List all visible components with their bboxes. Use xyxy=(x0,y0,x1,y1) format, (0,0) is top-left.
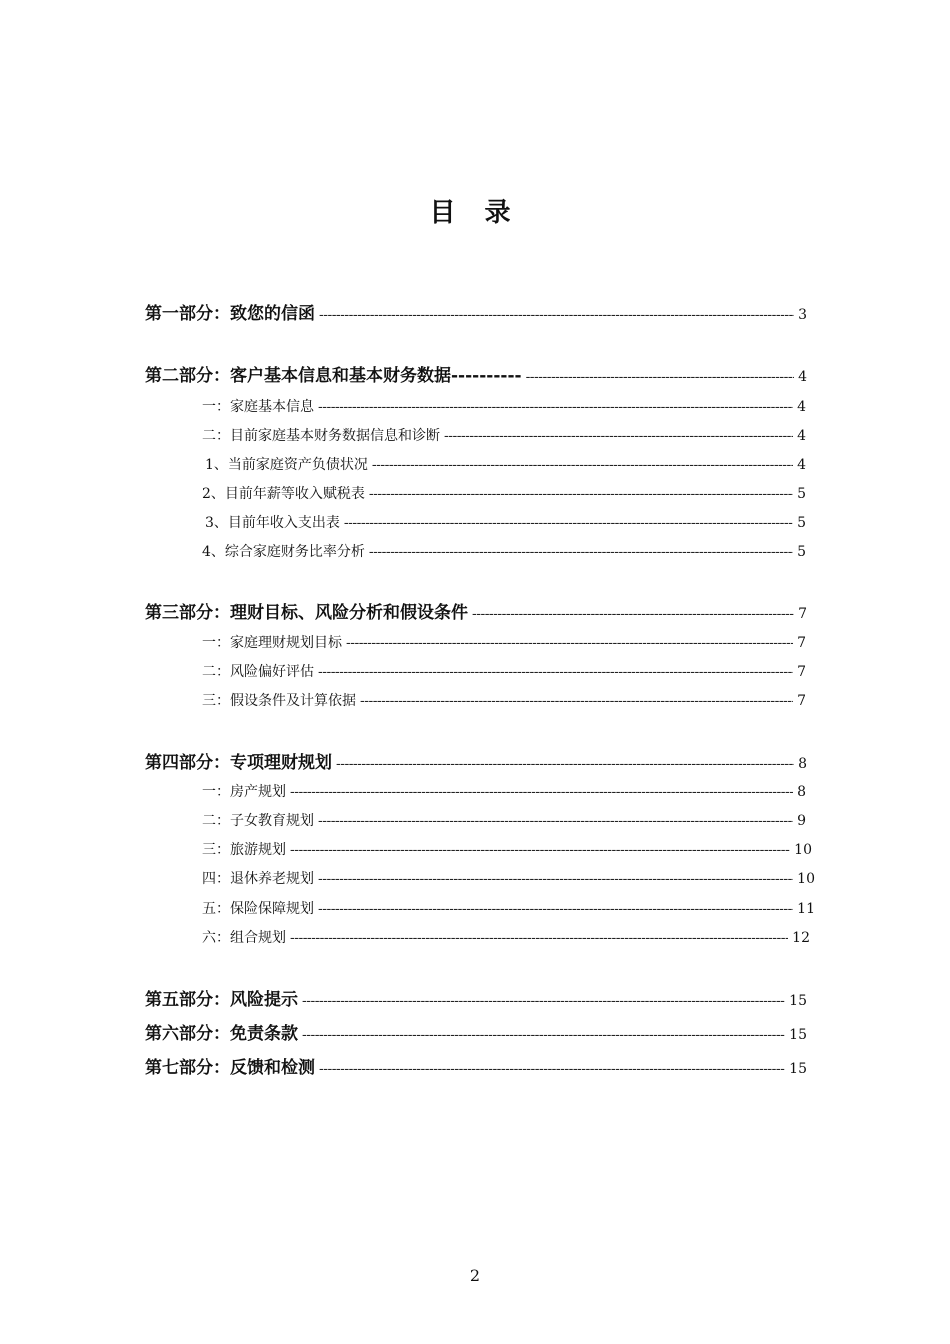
dot-leader xyxy=(472,606,794,622)
dot-leader xyxy=(344,515,793,531)
toc-part-label: 第七部分：反馈和检测 xyxy=(145,1058,315,1078)
dot-leader xyxy=(318,664,793,680)
dot-leader xyxy=(444,428,793,444)
toc-part-label: 第三部分：理财目标、风险分析和假设条件 xyxy=(145,603,468,623)
toc-page-number: 3 xyxy=(798,307,807,323)
toc-item-label: 六：组合规划 xyxy=(202,930,286,946)
toc-page-number: 4 xyxy=(797,399,806,415)
dot-leader xyxy=(372,457,793,473)
toc-page-number: 7 xyxy=(797,664,806,680)
toc-part-label: 第四部分：专项理财规划 xyxy=(145,753,332,773)
page-number: 2 xyxy=(469,1266,481,1285)
toc-page-number: 5 xyxy=(797,515,806,531)
toc-page-number: 15 xyxy=(789,1027,807,1043)
toc-page-number: 15 xyxy=(789,1061,807,1077)
toc-item-label: 四：退休养老规划 xyxy=(202,871,314,887)
toc-part-2[interactable] xyxy=(145,361,807,386)
toc-part-label: 第一部分：致您的信函 xyxy=(145,304,315,324)
toc-item[interactable] xyxy=(202,839,812,859)
toc-part-7[interactable] xyxy=(145,1053,807,1078)
dot-leader xyxy=(360,693,793,709)
dot-leader xyxy=(290,784,793,800)
toc-item[interactable] xyxy=(202,898,815,918)
toc-item-label: 二：目前家庭基本财务数据信息和诊断 xyxy=(202,428,440,444)
dot-leader xyxy=(318,813,793,829)
toc-item[interactable] xyxy=(202,927,810,947)
toc-part-label: 第五部分：风险提示 xyxy=(145,990,298,1010)
toc-item-label: 二：风险偏好评估 xyxy=(202,664,314,680)
dot-leader xyxy=(290,930,788,946)
toc-item[interactable] xyxy=(202,541,806,561)
dot-leader xyxy=(336,756,794,772)
toc-part-3[interactable] xyxy=(145,598,807,623)
toc-part-4[interactable] xyxy=(145,748,807,773)
toc-item[interactable] xyxy=(205,512,806,532)
dot-leader xyxy=(318,901,793,917)
toc-page-number: 10 xyxy=(797,871,815,887)
dot-leader xyxy=(346,635,793,651)
toc-page-number: 7 xyxy=(798,606,807,622)
dot-leader xyxy=(526,369,795,385)
toc-item-label: 3、目前年收入支出表 xyxy=(205,515,340,531)
toc-page-number: 11 xyxy=(797,901,815,917)
dot-leader xyxy=(319,1061,785,1077)
toc-item-label: 2、目前年薪等收入赋税表 xyxy=(202,486,365,502)
toc-page-number: 5 xyxy=(797,486,806,502)
toc-title: 目 录 xyxy=(429,198,521,228)
toc-item-label: 二：子女教育规划 xyxy=(202,813,314,829)
toc-page-number: 4 xyxy=(797,428,806,444)
toc-item[interactable] xyxy=(202,632,806,652)
dot-leader xyxy=(369,544,793,560)
dot-leader xyxy=(318,871,793,887)
toc-item[interactable] xyxy=(205,454,806,474)
dot-leader xyxy=(318,399,793,415)
toc-part-6[interactable] xyxy=(145,1019,807,1044)
toc-item-label: 一：家庭理财规划目标 xyxy=(202,635,342,651)
toc-part-label: 第二部分：客户基本信息和基本财务数据---------- xyxy=(145,366,522,386)
toc-part-5[interactable] xyxy=(145,985,807,1010)
toc-page-number: 5 xyxy=(797,544,806,560)
toc-item[interactable] xyxy=(202,661,806,681)
toc-item[interactable] xyxy=(202,810,806,830)
toc-item-label: 4、综合家庭财务比率分析 xyxy=(202,544,365,560)
toc-item[interactable] xyxy=(202,396,806,416)
toc-page-number: 10 xyxy=(794,842,812,858)
toc-item-label: 一：家庭基本信息 xyxy=(202,399,314,415)
toc-item[interactable] xyxy=(202,868,815,888)
toc-item[interactable] xyxy=(202,425,806,445)
dot-leader xyxy=(290,842,790,858)
toc-part-1[interactable] xyxy=(145,299,807,324)
dot-leader xyxy=(302,993,785,1009)
toc-page-number: 8 xyxy=(798,756,807,772)
toc-item-label: 三：旅游规划 xyxy=(202,842,286,858)
toc-item-label: 三：假设条件及计算依据 xyxy=(202,693,356,709)
toc-page-number: 15 xyxy=(789,993,807,1009)
toc-item[interactable] xyxy=(202,781,806,801)
toc-item-label: 五：保险保障规划 xyxy=(202,901,314,917)
dot-leader xyxy=(302,1027,785,1043)
toc-page-number: 7 xyxy=(797,693,806,709)
toc-item[interactable] xyxy=(202,690,806,710)
toc-page-number: 9 xyxy=(797,813,806,829)
toc-page-number: 4 xyxy=(798,369,807,385)
toc-page-number: 7 xyxy=(797,635,806,651)
toc-item-label: 一：房产规划 xyxy=(202,784,286,800)
dot-leader xyxy=(319,307,794,323)
toc-page-number: 8 xyxy=(797,784,806,800)
toc-page-number: 4 xyxy=(797,457,806,473)
toc-part-label: 第六部分：免责条款 xyxy=(145,1024,298,1044)
dot-leader xyxy=(369,486,793,502)
toc-item-label: 1、当前家庭资产负债状况 xyxy=(205,457,368,473)
toc-page-number: 12 xyxy=(792,930,810,946)
toc-item[interactable] xyxy=(202,483,806,503)
